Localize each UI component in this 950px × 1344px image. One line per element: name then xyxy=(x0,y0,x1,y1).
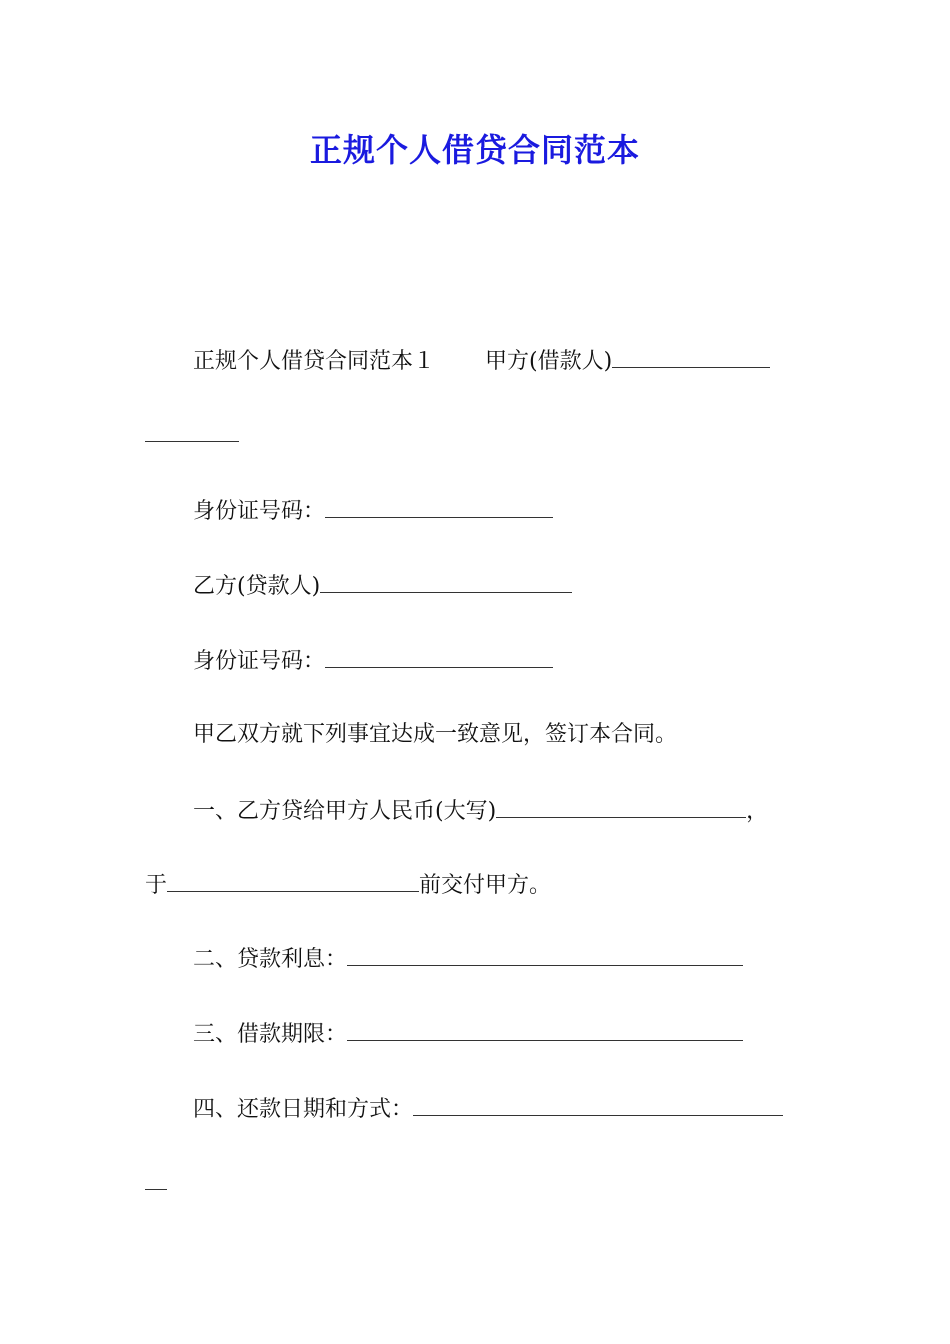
contract-line-3 xyxy=(193,495,553,525)
contract-line-11 xyxy=(193,1093,783,1123)
delivery-date-blank xyxy=(167,869,419,892)
contract-line-7 xyxy=(193,795,768,825)
contract-line-9 xyxy=(193,943,743,973)
contract-line-1 xyxy=(193,345,770,375)
contract-line-4 xyxy=(193,570,572,600)
document-title: 正规个人借贷合同范本 xyxy=(309,131,640,169)
item-1-comma: ， xyxy=(746,799,769,824)
item-1-date-suffix: 前交付甲方。 xyxy=(419,873,552,898)
contract-line-12 xyxy=(145,1167,167,1197)
repayment-blank xyxy=(413,1093,783,1116)
party-a-blank xyxy=(612,345,770,368)
item-2-label: 二、贷款利息： xyxy=(193,947,348,972)
item-4-label: 四、还款日期和方式： xyxy=(193,1097,414,1122)
party-b-id-blank xyxy=(325,645,553,668)
item-1-label: 一、乙方贷给甲方人民币(大写) xyxy=(193,799,497,824)
contract-line-2 xyxy=(145,419,239,449)
party-b-label: 乙方(贷款人) xyxy=(193,574,321,599)
item-1-date-prefix: 于 xyxy=(145,873,168,898)
party-a-label: 甲方(借款人) xyxy=(485,349,613,374)
contract-line-5 xyxy=(193,645,553,675)
contract-line-6 xyxy=(193,720,677,750)
party-a-blank-continued xyxy=(145,419,239,442)
repayment-blank-continued xyxy=(145,1167,167,1190)
contract-line-10 xyxy=(193,1018,743,1048)
loan-term-blank xyxy=(347,1018,743,1041)
item-3-label: 三、借款期限： xyxy=(193,1022,348,1047)
loan-amount-blank xyxy=(496,795,746,818)
contract-line-8 xyxy=(145,869,551,899)
party-b-blank xyxy=(320,570,572,593)
party-a-id-blank xyxy=(325,495,553,518)
party-b-id-label: 身份证号码： xyxy=(193,649,326,674)
contract-heading: 正规个人借贷合同范本１ xyxy=(193,349,436,374)
interest-blank xyxy=(347,943,743,966)
party-a-id-label: 身份证号码： xyxy=(193,499,326,524)
agreement-statement: 甲乙双方就下列事宜达成一致意见，签订本合同。 xyxy=(193,722,678,747)
